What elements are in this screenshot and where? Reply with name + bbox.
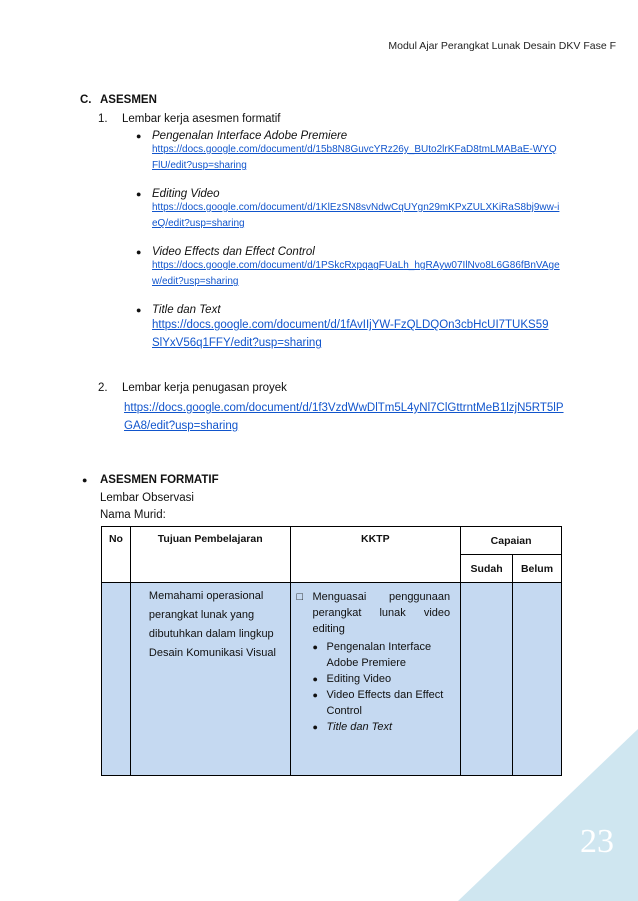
bullet-icon: ● bbox=[312, 690, 318, 700]
kktp-item: Video Effects dan Effect Control bbox=[326, 689, 444, 717]
header-kktp: KKTP bbox=[290, 527, 461, 583]
bullet-item-3 bbox=[136, 246, 562, 290]
bullet-title: Pengenalan Interface Adobe Premiere bbox=[152, 130, 348, 142]
bullet-icon: ● bbox=[82, 475, 88, 485]
worksheet-link[interactable]: https://docs.google.com/document/d/1KlEzSN8svNdwCqUYgn29mKPxZULXKiRaS8bj9ww-ieQ/edit?usp=sharing bbox=[152, 202, 560, 229]
bullet-icon: ● bbox=[136, 305, 142, 315]
header-capaian: Capaian bbox=[461, 527, 562, 555]
worksheet-link[interactable]: https://docs.google.com/document/d/15b8N8GuvcYRz26y_BUto2lrKFaD8tmLMABaE-WYQFlU/edit?usp=sharing bbox=[152, 144, 557, 171]
kktp-item: Editing Video bbox=[326, 673, 392, 685]
kktp-item: Pengenalan Interface Adobe Premiere bbox=[326, 641, 432, 669]
corner-decoration bbox=[458, 729, 638, 901]
cell-kktp bbox=[290, 583, 461, 776]
worksheet-link[interactable]: https://docs.google.com/document/d/1fAvIIjYW-FzQLDQOn3cbHcUI7TUKS59SlYxV56q1FFY/edit?usp=sharing bbox=[152, 319, 549, 349]
bullet-icon: ● bbox=[312, 642, 318, 652]
cell-no bbox=[102, 583, 131, 776]
project-worksheet-link[interactable]: https://docs.google.com/document/d/1f3VzdWwDlTm5L4yNl7ClGttrntMeB1lzjN5RT5lPGA8/edit?usp=sharing bbox=[124, 402, 564, 432]
list-item-1-label: Lembar kerja asesmen formatif bbox=[122, 113, 281, 125]
kktp-item: Title dan Text bbox=[326, 721, 393, 733]
list-item bbox=[313, 687, 451, 719]
list-item bbox=[313, 719, 451, 735]
header-belum: Belum bbox=[513, 555, 562, 583]
bullet-icon: ● bbox=[136, 189, 142, 199]
list-item bbox=[313, 671, 451, 687]
bullet-title: Title dan Text bbox=[152, 304, 221, 316]
observation-label: Lembar Observasi bbox=[100, 492, 194, 504]
checkbox-icon: □ bbox=[296, 591, 304, 603]
page-header: Modul Ajar Perangkat Lunak Desain DKV Fase F bbox=[388, 40, 616, 52]
bullet-item-1 bbox=[136, 130, 562, 174]
formatif-heading bbox=[82, 474, 219, 486]
kktp-intro: Menguasai penggunaan perangkat lunak video editing bbox=[312, 591, 451, 635]
cell-tujuan: Memahami operasional perangkat lunak yang dibutuhkan dalam lingkup Desain Komunikasi Visual bbox=[130, 583, 290, 776]
header-tujuan: Tujuan Pembelajaran bbox=[130, 527, 290, 583]
list-item bbox=[313, 639, 451, 671]
section-title bbox=[80, 94, 157, 106]
list-number-2: 2. bbox=[98, 382, 108, 394]
list-item-2 bbox=[98, 382, 287, 394]
bullet-icon: ● bbox=[312, 674, 318, 684]
bullet-icon: ● bbox=[136, 247, 142, 257]
bullet-item-4 bbox=[136, 304, 552, 352]
bullet-item-2 bbox=[136, 188, 562, 232]
worksheet-link[interactable]: https://docs.google.com/document/d/1PSkcRxpqagFUaLh_hgRAyw07IlNvo8L6G86fBnVAgew/edit?usp=sharing bbox=[152, 260, 560, 287]
bullet-title: Editing Video bbox=[152, 188, 220, 200]
bullet-title: Video Effects dan Effect Control bbox=[152, 246, 315, 258]
header-no: No bbox=[102, 527, 131, 583]
section-title-text: ASESMEN bbox=[100, 94, 157, 106]
page-number: 23 bbox=[580, 823, 614, 860]
kktp-list bbox=[297, 639, 451, 735]
list-item-1 bbox=[98, 113, 281, 125]
student-name-label: Nama Murid: bbox=[100, 509, 166, 521]
section-number: C. bbox=[80, 94, 92, 106]
formatif-title: ASESMEN FORMATIF bbox=[100, 474, 219, 486]
list-item-2-label: Lembar kerja penugasan proyek bbox=[122, 382, 287, 394]
list-number-1: 1. bbox=[98, 113, 108, 125]
bullet-icon: ● bbox=[136, 131, 142, 141]
bullet-icon: ● bbox=[312, 722, 318, 732]
header-sudah: Sudah bbox=[461, 555, 513, 583]
